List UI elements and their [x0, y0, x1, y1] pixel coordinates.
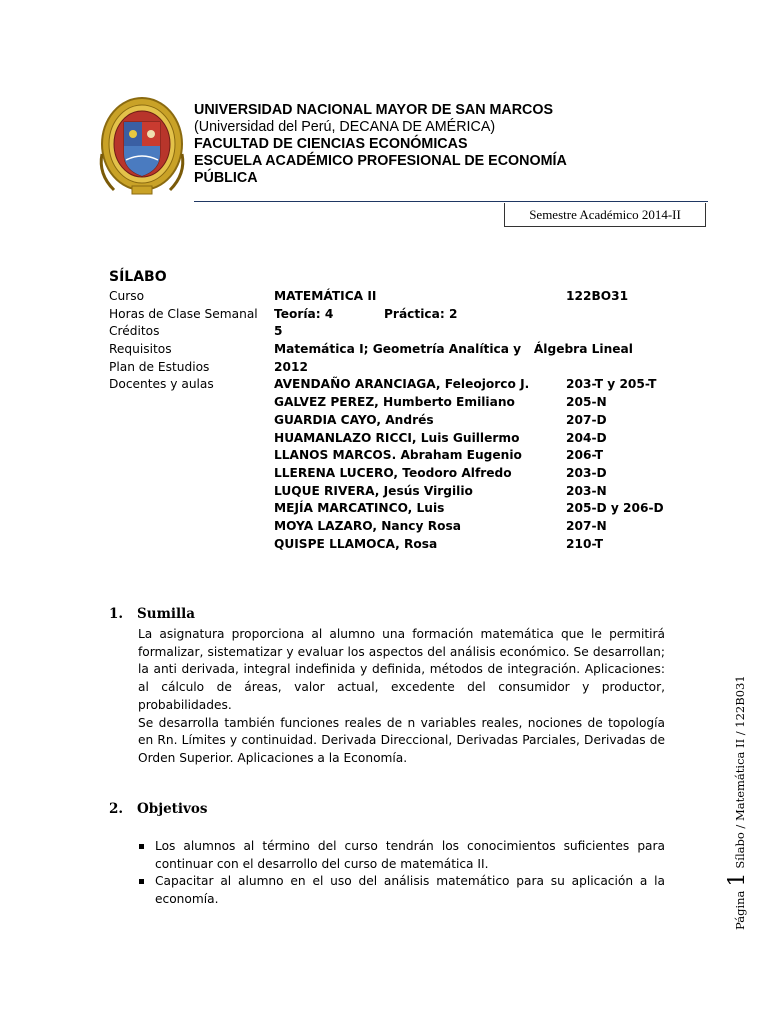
section-title: Objetivos: [137, 801, 208, 817]
plan-value: 2012: [274, 359, 308, 374]
teacher-name: MOYA LAZARO, Nancy Rosa: [274, 518, 461, 533]
teacher-name: AVENDAÑO ARANCIAGA, Feleojorco J.: [274, 377, 530, 392]
teacher-name: HUAMANLAZO RICCI, Luis Guillermo: [274, 430, 520, 445]
page-label: Página: [733, 890, 747, 930]
hours-label: Horas de Clase Semanal: [109, 306, 258, 321]
header-divider: [194, 201, 708, 202]
page-number: 1: [725, 872, 750, 887]
section-heading-sumilla: [109, 606, 195, 622]
sumilla-text: [138, 626, 665, 768]
document-reference: Sílabo / Matemática II / 122B031: [733, 675, 747, 869]
course-label: Curso: [109, 289, 145, 303]
teacher-room: 207-D: [566, 412, 607, 427]
teacher-room: 207-N: [566, 518, 607, 533]
university-seal-icon: [96, 94, 188, 198]
teacher-name: MEJÍA MARCATINCO, Luis: [274, 501, 445, 516]
requirements-label: Requisitos: [109, 342, 172, 357]
section-heading-objetivos: [109, 801, 208, 817]
teacher-name: QUISPE LLAMOCA, Rosa: [274, 536, 438, 551]
teacher-room: 210-T: [566, 536, 604, 551]
sumilla-paragraph: Se desarrolla también funciones reales de n variables reales, nociones de topología en Rn. Límites y continuidad. Derivada Direccional, Derivadas Parciales, Derivadas de Orden Superior. Aplicaciones a la Economía.: [138, 715, 665, 765]
plan-label: Plan de Estudios: [109, 359, 210, 374]
teacher-room: 203-N: [566, 483, 607, 498]
list-item: [138, 873, 665, 908]
objective-text: Los alumnos al término del curso tendrán los conocimientos suficientes para continuar con el desarrollo del curso de matemática II.: [155, 839, 665, 871]
teacher-room: 205-D y 206-D: [566, 501, 664, 516]
teacher-name: LLANOS MARCOS. Abraham Eugenio: [274, 448, 522, 463]
section-title: Sumilla: [137, 606, 195, 622]
teacher-room: 203-T y 205-T: [566, 377, 657, 392]
course-value: MATEMÁTICA II: [274, 289, 377, 303]
objectives-list: [138, 838, 665, 909]
teacher-name: LLERENA LUCERO, Teodoro Alfredo: [274, 465, 512, 480]
faculty-name: FACULTAD DE CIENCIAS ECONÓMICAS: [194, 136, 468, 152]
university-subtitle: (Universidad del Perú, DECANA DE AMÉRICA): [194, 119, 496, 135]
teachers-label: Docentes y aulas: [109, 377, 214, 392]
credits-label: Créditos: [109, 324, 160, 339]
teacher-name: GUARDIA CAYO, Andrés: [274, 412, 434, 427]
section-number: 1.: [109, 606, 124, 622]
school-name-line1: ESCUELA ACADÉMICO PROFESIONAL DE ECONOMÍA: [194, 153, 567, 169]
course-code: 122BO31: [566, 289, 629, 303]
requirements-value: Matemática I; Geometría Analítica y Álgebra Lineal: [274, 342, 633, 357]
teacher-name: GALVEZ PEREZ, Humberto Emiliano: [274, 395, 515, 410]
university-name: UNIVERSIDAD NACIONAL MAYOR DE SAN MARCOS: [194, 102, 554, 118]
teacher-room: 205-N: [566, 395, 607, 410]
list-item: [138, 838, 665, 873]
teacher-name: LUQUE RIVERA, Jesús Virgilio: [274, 483, 473, 498]
school-name-line2: PÚBLICA: [194, 170, 258, 186]
teacher-room: 204-D: [566, 430, 607, 445]
section-number: 2.: [109, 801, 124, 817]
syllabus-title: SÍLABO: [109, 269, 167, 285]
semester-box: Semestre Académico 2014-II: [504, 203, 706, 227]
hours-practice: Práctica: 2: [384, 306, 458, 321]
sumilla-paragraph: La asignatura proporciona al alumno una formación matemática que le permitirá formalizar, sistematizar y evaluar los aspectos del análisis económico. Se desarrollan; la anti derivada, integral indefinida y definida, métodos de integración. Aplicaciones: al cálculo de áreas, valor actual, excedente del consumidor y productor, probabilidades.: [138, 627, 665, 712]
hours-theory: Teoría: 4: [274, 306, 334, 321]
objective-text: Capacitar al alumno en el uso del análisis matemático para su aplicación a la economía.: [155, 874, 665, 907]
teacher-room: 203-D: [566, 465, 607, 480]
credits-value: 5: [274, 324, 283, 339]
bullet-icon: [139, 844, 144, 849]
university-header: [194, 102, 567, 187]
bullet-icon: [139, 879, 144, 884]
teacher-room: 206-T: [566, 448, 604, 463]
page-footer: [725, 675, 750, 930]
